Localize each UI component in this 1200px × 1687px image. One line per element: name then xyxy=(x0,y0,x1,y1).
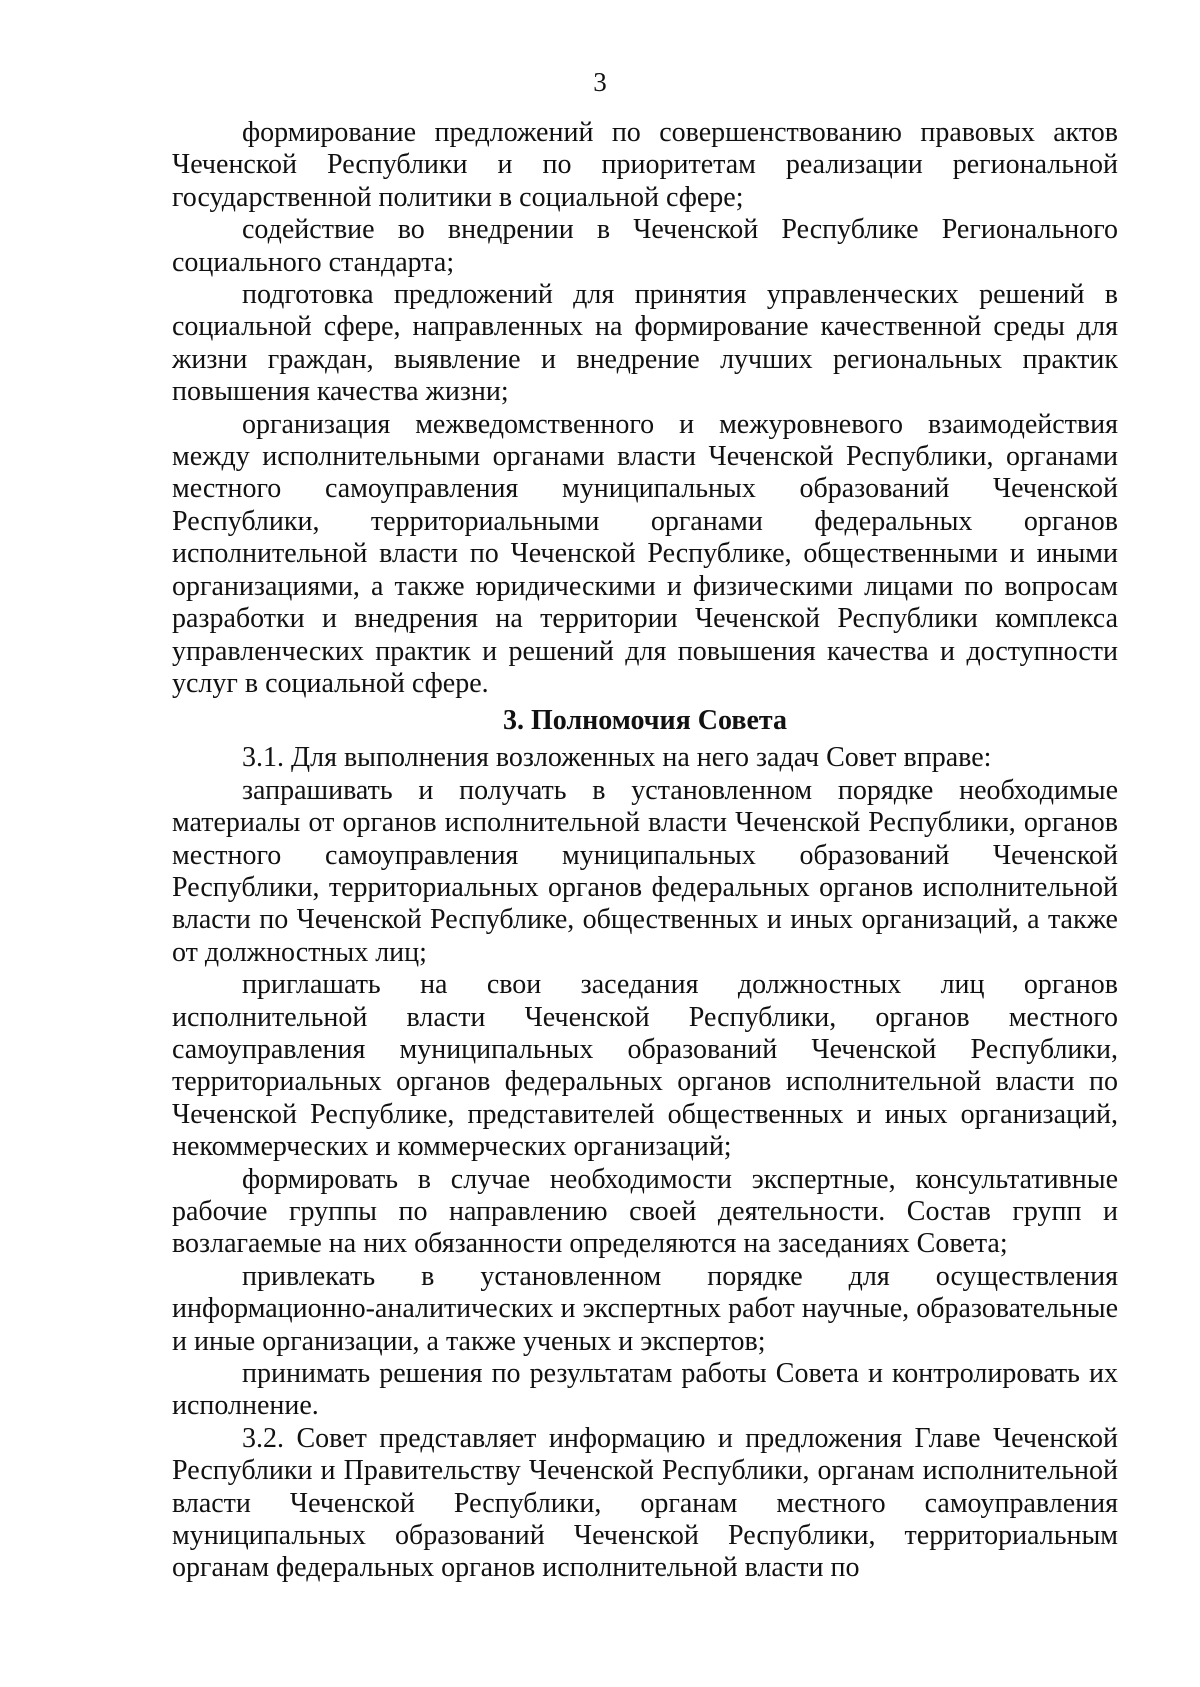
paragraph-3-2-information: 3.2. Совет представляет информацию и предложения Главе Чеченской Республики и Правительству Чеченской Республики, органам исполнительной власти Чеченской Республики, органам местного самоуправления муниципальных образований Чеченской Республики, территориальным органам федеральных органов исполнительной власти по xyxy=(172,1422,1118,1584)
paragraph-invite-officials: приглашать на свои заседания должностных лиц органов исполнительной власти Чеченской Республики, органов местного самоуправления муниципальных образований Чеченской Республики, территориальных органов федеральных органов исполнительной власти по Чеченской Республике, представителей общественных и иных организаций, некоммерческих и коммерческих организаций; xyxy=(172,969,1118,1163)
paragraph-social-standard: содействие во внедрении в Чеченской Республике Регионального социального стандарта; xyxy=(172,214,1118,278)
page-number: 3 xyxy=(593,67,607,97)
paragraph-form-working-groups: формировать в случае необходимости экспертные, консультативные рабочие группы по направлению своей деятельности. Состав групп и возлагаемые на них обязанности определяются на заседаниях Совета; xyxy=(172,1163,1118,1260)
paragraph-make-decisions: принимать решения по результатам работы Совета и контролировать их исполнение. xyxy=(172,1358,1118,1422)
paragraph-request-materials: запрашивать и получать в установленном порядке необходимые материалы от органов исполнительной власти Чеченской Республики, органов местного самоуправления муниципальных образований Чеченской Республики, территориальных органов федеральных органов исполнительной власти по Чеченской Республике, общественных и иных организаций, а также от должностных лиц; xyxy=(172,774,1118,968)
document-body xyxy=(172,117,1118,1585)
paragraph-management-decisions: подготовка предложений для принятия управленческих решений в социальной сфере, направленных на формирование качественной среды для жизни граждан, выявление и внедрение лучших региональных практик повышения качества жизни; xyxy=(172,279,1118,408)
paragraph-interagency-cooperation: организация межведомственного и межуровневого взаимодействия между исполнительными органами власти Чеченской Республики, органами местного самоуправления муниципальных образований Чеченской Республики, территориальными органами федеральных органов исполнительной власти по Чеченской Республике, общественными и иными организациями, а также юридическими и физическими лицами по вопросам разработки и внедрения на территории Чеченской Республики комплекса управленческих практик и решений для повышения качества и доступности услуг в социальной сфере. xyxy=(172,408,1118,699)
paragraph-involve-organizations: привлекать в установленном порядке для осуществления информационно-аналитических и экспертных работ научные, образовательные и иные организации, а также ученых и экспертов; xyxy=(172,1260,1118,1357)
paragraph-3-1-intro: 3.1. Для выполнения возложенных на него задач Совет вправе: xyxy=(242,742,992,774)
section-heading: 3. Полномочия Совета xyxy=(503,705,787,737)
paragraph-proposals-legal-acts: формирование предложений по совершенствованию правовых актов Чеченской Республики и по приоритетам реализации региональной государственной политики в социальной сфере; xyxy=(172,117,1118,213)
